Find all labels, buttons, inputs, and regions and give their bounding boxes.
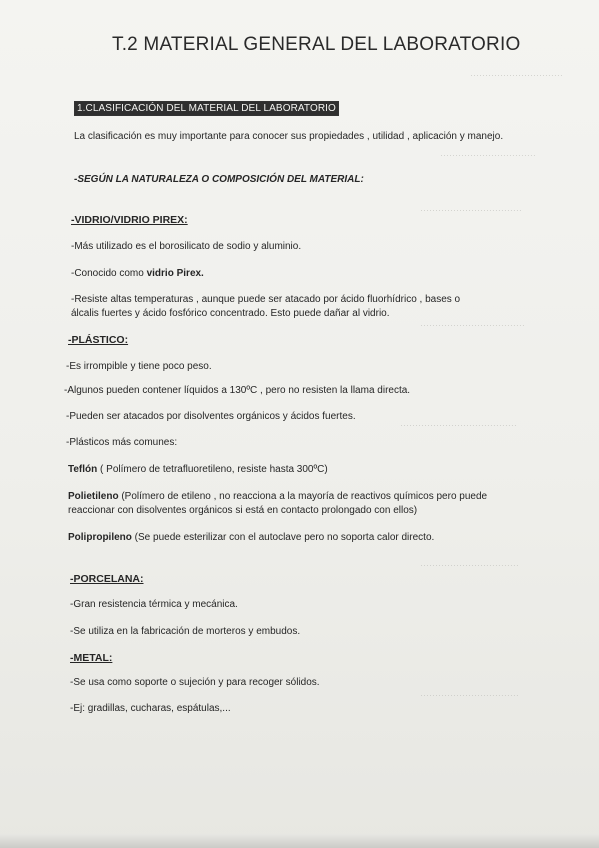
- page-bottom-shadow: [0, 834, 599, 848]
- vidrio-line-2: [71, 268, 204, 279]
- vidrio-line-3b: álcalis fuertes y ácido fosfórico concentrado. Esto puede dañar al vidrio.: [71, 308, 390, 319]
- porcelana-heading: -PORCELANA:: [70, 573, 144, 585]
- polipropileno-desc: (Se puede esterilizar con el autoclave pero no soporta calor directo.: [131, 532, 435, 543]
- show-through-text: ···································: [420, 320, 525, 330]
- metal-line-1: -Se usa como soporte o sujeción y para recoger sólidos.: [70, 677, 320, 688]
- show-through-text: ·······························: [470, 70, 563, 80]
- teflon-line: [68, 464, 328, 475]
- vidrio-line-3a: -Resiste altas temperaturas , aunque puede ser atacado por ácido fluorhídrico , bases o: [71, 294, 461, 305]
- metal-line-2: -Ej: gradillas, cucharas, espátulas,...: [70, 703, 231, 714]
- teflon-desc: ( Polímero de tetrafluoretileno, resiste hasta 300ºC): [97, 464, 328, 475]
- plastico-line-2: -Algunos pueden contener líquidos a 130ºC , pero no resisten la llama directa.: [64, 385, 411, 396]
- show-through-text: ·································: [420, 560, 519, 570]
- metal-heading: -METAL:: [70, 652, 113, 664]
- porcelana-line-1: -Gran resistencia térmica y mecánica.: [70, 599, 238, 610]
- show-through-text: ··································: [420, 205, 522, 215]
- plastico-line-3: -Pueden ser atacados por disolventes orgánicos y ácidos fuertes.: [66, 411, 356, 422]
- polietileno-desc: (Polímero de etileno , no reacciona a la mayoría de reactivos químicos pero puede: [118, 491, 488, 502]
- show-through-text: ·······································: [400, 420, 517, 430]
- porcelana-line-2: -Se utiliza en la fabricación de morteros y embudos.: [70, 626, 301, 637]
- polietileno-line-a: [68, 491, 487, 502]
- plastico-heading: -PLÁSTICO:: [68, 334, 129, 346]
- polietileno-name: Polietileno: [68, 491, 119, 502]
- show-through-text: ·································: [420, 690, 519, 700]
- vidrio-line-2-prefix: -Conocido como: [71, 268, 147, 279]
- composition-heading: -SEGÚN LA NATURALEZA O COMPOSICIÓN DEL MATERIAL:: [74, 174, 364, 185]
- plastico-line-1: -Es irrompible y tiene poco peso.: [66, 361, 212, 372]
- intro-text: La clasificación es muy importante para conocer sus propiedades , utilidad , aplicación y manejo.: [74, 131, 504, 142]
- page-title: T.2 MATERIAL GENERAL DEL LABORATORIO: [112, 34, 521, 55]
- vidrio-line-2-bold: vidrio Pirex.: [146, 268, 204, 279]
- polietileno-line-b: reaccionar con disolventes orgánicos si está en contacto prolongado con ellos): [68, 505, 418, 516]
- vidrio-line-1: -Más utilizado es el borosilicato de sodio y aluminio.: [71, 241, 302, 252]
- polipropileno-name: Polipropileno: [68, 532, 132, 543]
- vidrio-heading: -VIDRIO/VIDRIO PIREX:: [71, 214, 188, 226]
- polipropileno-line: [68, 532, 434, 543]
- show-through-text: ································: [440, 150, 536, 160]
- plastico-line-4: -Plásticos más comunes:: [66, 437, 178, 448]
- section-heading: 1.CLASIFICACIÓN DEL MATERIAL DEL LABORATORIO: [74, 101, 339, 116]
- teflon-name: Teflón: [68, 464, 98, 475]
